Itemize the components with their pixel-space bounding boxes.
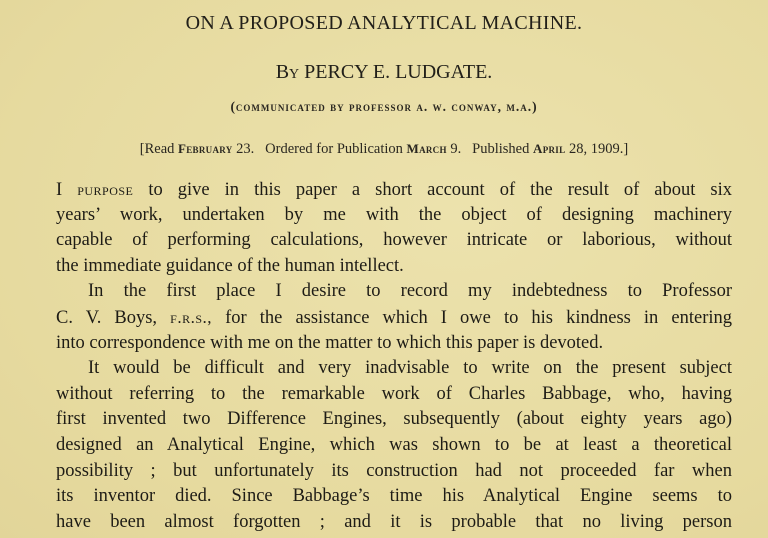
- author-prefix: By: [275, 61, 300, 83]
- published-label: Published: [472, 141, 530, 157]
- text-line: years’ work, undertaken by me with the object of designing machinery: [56, 204, 732, 225]
- read-label: Read: [144, 141, 175, 157]
- author-line: [0, 61, 768, 84]
- bracket-close: ]: [623, 141, 629, 157]
- small-caps-span: purpose: [77, 180, 134, 199]
- text-span: to give in this paper a short account of the result of about six: [148, 180, 732, 200]
- ordered-label: Ordered for Publication: [265, 141, 403, 157]
- text-line: first invented two Difference Engines, subsequently (about eighty years ago): [56, 409, 732, 430]
- text-line: designed an Analytical Engine, which was shown to be at least a theoretical: [56, 434, 732, 455]
- text-span: for the assistance which I owe to his kindness in entering: [225, 307, 733, 328]
- paragraph-3: [56, 356, 732, 535]
- read-month: February: [178, 141, 233, 156]
- text-line: have been almost forgotten ; and it is probable that no living person: [56, 511, 732, 532]
- communicated-by: (communicated by professor a. w. conway, m.a.): [230, 99, 538, 114]
- ordered-day: 9.: [450, 141, 462, 157]
- ordered-month: March: [406, 141, 447, 156]
- published-month: April: [533, 141, 566, 156]
- read-day: 23.: [236, 141, 255, 157]
- text-line: its inventor died. Since Babbage’s time his Analytical Engine seems to: [56, 486, 732, 507]
- text-line: [56, 305, 732, 331]
- paragraph-2: [56, 279, 732, 356]
- text-line: into correspondence with me on the matter to which this paper is devoted.: [56, 332, 604, 353]
- text-line: It would be difficult and very inadvisable to write on the present subject: [88, 358, 732, 379]
- text-span: C. V. Boys,: [56, 307, 158, 328]
- text-line: the immediate guidance of the human intellect.: [56, 255, 404, 276]
- text-line: without referring to the remarkable work of Charles Babbage, who, having: [56, 383, 732, 404]
- text-line: In the first place I desire to record my indebtedness to Professor: [88, 281, 732, 302]
- author-name: PERCY E. LUDGATE.: [304, 61, 493, 83]
- text-line: possibility ; but unfortunately its construction had not proceeded far when: [56, 460, 732, 481]
- small-caps-span: f.r.s.,: [170, 307, 213, 327]
- paragraph-1: [56, 177, 732, 279]
- text-span: I: [56, 180, 63, 200]
- bracket-open: [: [139, 141, 145, 157]
- paper-title: ON A PROPOSED ANALYTICAL MACHINE.: [185, 12, 583, 34]
- publication-dates: [0, 141, 768, 158]
- text-line: capable of performing calculations, however intricate or laborious, without: [56, 230, 732, 251]
- body-text: [56, 177, 732, 535]
- published-day: 28, 1909.: [569, 141, 624, 157]
- text-line: [56, 177, 732, 203]
